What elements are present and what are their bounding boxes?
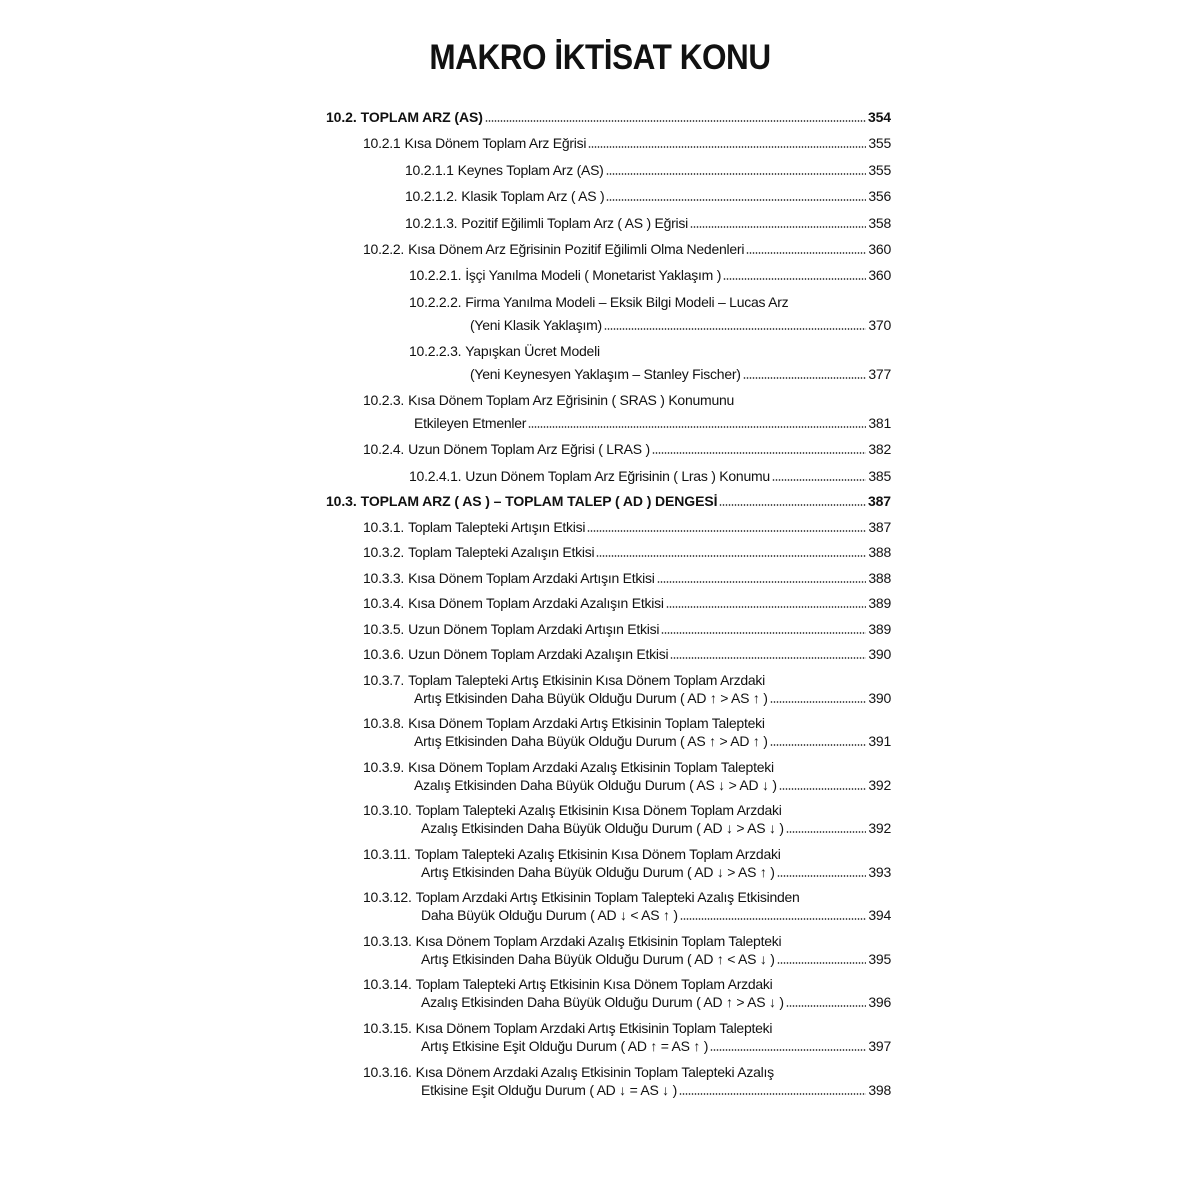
toc-entry[interactable]: [363, 593, 891, 613]
toc-entry[interactable]: [409, 341, 600, 361]
entry-page: 389: [868, 595, 891, 611]
entry-number: 10.2.2.1.: [409, 267, 462, 283]
entry-page: 356: [868, 188, 891, 204]
entry-title-continued: Azalış Etkisinden Daha Büyük Olduğu Durum ( AD ↑ > AS ↓ ): [421, 994, 784, 1010]
toc-entry-continuation[interactable]: [421, 905, 891, 925]
entry-page: 387: [868, 519, 891, 535]
entry-title: Kısa Dönem Toplam Arz Eğrisinin ( SRAS ) Konumunu: [408, 392, 735, 408]
toc-entry-continuation[interactable]: [414, 413, 891, 433]
toc-entry[interactable]: [405, 160, 891, 180]
entry-number: 10.3.9.: [363, 759, 405, 775]
entry-number: 10.3.2.: [363, 544, 405, 560]
entry-page: 370: [868, 317, 891, 333]
entry-title: Kısa Dönem Toplam Arzdaki Artış Etkisinin Toplam Talepteki: [408, 715, 765, 731]
entry-number: 10.2.1: [363, 135, 401, 151]
toc-entry[interactable]: [363, 713, 765, 733]
entry-number: 10.3.3.: [363, 570, 405, 586]
toc-entry[interactable]: [363, 974, 773, 994]
entry-title: Pozitif Eğilimli Toplam Arz ( AS ) Eğrisi: [461, 215, 689, 231]
toc-entry[interactable]: [363, 757, 774, 777]
dot-leader: [670, 657, 866, 659]
entry-page: 360: [868, 267, 891, 283]
entry-title: Kısa Dönem Toplam Arzdaki Artışın Etkisi: [408, 570, 655, 586]
dot-leader: [596, 555, 866, 557]
toc-entry-continuation[interactable]: [421, 1036, 891, 1056]
entry-page: 355: [868, 162, 891, 178]
entry-page: 358: [868, 215, 891, 231]
entry-number: 10.2.1.1: [405, 162, 454, 178]
toc-entry[interactable]: [363, 619, 891, 639]
toc-entry-continuation[interactable]: [421, 949, 891, 969]
entry-page: 389: [868, 621, 891, 637]
dot-leader: [606, 173, 867, 175]
toc-entry[interactable]: [409, 466, 891, 486]
toc-entry-continuation[interactable]: [421, 862, 891, 882]
entry-page: 390: [868, 690, 891, 706]
entry-number: 10.2.1.3.: [405, 215, 458, 231]
dot-leader: [786, 831, 867, 833]
entry-title-continued: (Yeni Keynesyen Yaklaşım – Stanley Fischer): [470, 366, 741, 382]
dot-leader: [604, 328, 866, 330]
toc-entry[interactable]: [363, 800, 782, 820]
entry-title: Keynes Toplam Arz (AS): [457, 162, 604, 178]
entry-page: 381: [868, 415, 891, 431]
entry-title-continued: Artış Etkisine Eşit Olduğu Durum ( AD ↑ = AS ↑ ): [421, 1038, 709, 1054]
entry-title: İşçi Yanılma Modeli ( Monetarist Yaklaşım ): [465, 267, 722, 283]
entry-number: 10.2.: [326, 109, 357, 125]
dot-leader: [770, 744, 867, 746]
dot-leader: [657, 581, 867, 583]
dot-leader: [746, 252, 866, 254]
entry-page: 354: [867, 109, 891, 125]
entry-number: 10.2.2.2.: [409, 294, 462, 310]
entry-title: Toplam Talepteki Artışın Etkisi: [408, 519, 586, 535]
entry-page: 388: [868, 570, 891, 586]
dot-leader: [723, 278, 866, 280]
entry-title: Kısa Dönem Arzdaki Azalış Etkisinin Toplam Talepteki Azalış: [415, 1064, 774, 1080]
entry-number: 10.3.13.: [363, 933, 412, 949]
toc-entry[interactable]: [363, 239, 891, 259]
entry-page: 382: [868, 441, 891, 457]
entry-number: 10.3.14.: [363, 976, 412, 992]
entry-number: 10.2.4.1.: [409, 468, 462, 484]
dot-leader: [528, 426, 866, 428]
toc-entry-continuation[interactable]: [470, 364, 891, 384]
toc-entry[interactable]: [363, 542, 891, 562]
entry-page: 395: [868, 951, 891, 967]
toc-entry-continuation[interactable]: [414, 775, 891, 795]
page-title: MAKRO İKTİSAT KONU: [429, 38, 771, 77]
entry-number: 10.3.12.: [363, 889, 412, 905]
toc-entry[interactable]: [409, 292, 788, 312]
dot-leader: [485, 120, 866, 122]
entry-title: Kısa Dönem Toplam Arzdaki Azalışın Etkisi: [408, 595, 664, 611]
dot-leader: [679, 1093, 866, 1095]
entry-number: 10.2.1.2.: [405, 188, 458, 204]
entry-number: 10.3.5.: [363, 621, 405, 637]
entry-title: TOPLAM ARZ ( AS ) – TOPLAM TALEP ( AD ) DENGESİ: [360, 493, 718, 509]
dot-leader: [719, 504, 866, 506]
entry-title: Klasik Toplam Arz ( AS ): [461, 188, 605, 204]
toc-entry[interactable]: [363, 931, 781, 951]
entry-title: Toplam Talepteki Azalışın Etkisi: [408, 544, 595, 560]
toc-entry-continuation[interactable]: [421, 992, 891, 1012]
dot-leader: [743, 377, 867, 379]
entry-page: 394: [868, 907, 891, 923]
dot-leader: [770, 701, 867, 703]
entry-number: 10.3.1.: [363, 519, 405, 535]
entry-page: 360: [868, 241, 891, 257]
entry-title: Kısa Dönem Toplam Arzdaki Artış Etkisinin Toplam Talepteki: [415, 1020, 773, 1036]
entry-number: 10.2.2.3.: [409, 343, 462, 359]
entry-title: Toplam Talepteki Artış Etkisinin Kısa Dönem Toplam Arzdaki: [408, 672, 766, 688]
entry-number: 10.3.8.: [363, 715, 405, 731]
entry-page: 398: [868, 1082, 891, 1098]
entry-page: 390: [868, 646, 891, 662]
dot-leader: [710, 1049, 866, 1051]
toc-entry[interactable]: [409, 265, 891, 285]
dot-leader: [772, 479, 866, 481]
entry-title: Kısa Dönem Arz Eğrisinin Pozitif Eğilimli Olma Nedenleri: [408, 241, 745, 257]
entry-page: 392: [868, 777, 891, 793]
entry-title: Toplam Talepteki Artış Etkisinin Kısa Dönem Toplam Arzdaki: [415, 976, 773, 992]
entry-number: 10.3.16.: [363, 1064, 412, 1080]
toc-entry[interactable]: [363, 133, 891, 153]
toc-entry-continuation[interactable]: [421, 1080, 891, 1100]
toc-entry[interactable]: [363, 439, 891, 459]
dot-leader: [652, 452, 867, 454]
entry-title-continued: Etkisine Eşit Olduğu Durum ( AD ↓ = AS ↓ ): [421, 1082, 677, 1098]
dot-leader: [690, 226, 866, 228]
entry-number: 10.2.3.: [363, 392, 405, 408]
toc-entry[interactable]: [363, 844, 781, 864]
entry-title: TOPLAM ARZ (AS): [360, 109, 483, 125]
entry-title: Firma Yanılma Modeli – Eksik Bilgi Modeli – Lucas Arz: [465, 294, 789, 310]
entry-title-continued: Daha Büyük Olduğu Durum ( AD ↓ < AS ↑ ): [421, 907, 678, 923]
entry-number: 10.2.2.: [363, 241, 405, 257]
entry-number: 10.3.6.: [363, 646, 405, 662]
entry-title-continued: Azalış Etkisinden Daha Büyük Olduğu Durum ( AS ↓ > AD ↓ ): [414, 777, 777, 793]
entry-title: Uzun Dönem Toplam Arz Eğrisinin ( Lras ) Konumu: [465, 468, 770, 484]
dot-leader: [779, 788, 867, 790]
toc-entry[interactable]: [363, 670, 765, 690]
entry-page: 391: [868, 733, 891, 749]
entry-page: 355: [868, 135, 891, 151]
entry-title-continued: Artış Etkisinden Daha Büyük Olduğu Durum ( AD ↑ < AS ↓ ): [421, 951, 775, 967]
entry-page: 393: [868, 864, 891, 880]
dot-leader: [786, 1005, 867, 1007]
toc-entry[interactable]: [405, 186, 891, 206]
entry-page: 387: [867, 493, 891, 509]
entry-title: Toplam Arzdaki Artış Etkisinin Toplam Talepteki Azalış Etkisinden: [415, 889, 800, 905]
entry-page: 385: [868, 468, 891, 484]
entry-title-continued: (Yeni Klasik Yaklaşım): [470, 317, 602, 333]
dot-leader: [777, 875, 867, 877]
dot-leader: [777, 962, 867, 964]
entry-title: Kısa Dönem Toplam Arz Eğrisi: [404, 135, 587, 151]
dot-leader: [661, 632, 866, 634]
entry-number: 10.3.10.: [363, 802, 412, 818]
toc-entry-continuation[interactable]: [470, 315, 891, 335]
entry-title-continued: Artış Etkisinden Daha Büyük Olduğu Durum ( AD ↓ > AS ↑ ): [421, 864, 775, 880]
dot-leader: [666, 606, 867, 608]
toc-entry[interactable]: [363, 568, 891, 588]
entry-number: 10.3.4.: [363, 595, 405, 611]
entry-title: Uzun Dönem Toplam Arzdaki Azalışın Etkisi: [408, 646, 669, 662]
toc-entry[interactable]: [326, 107, 891, 127]
entry-title: Toplam Talepteki Azalış Etkisinin Kısa Dönem Toplam Arzdaki: [415, 802, 782, 818]
toc-entry[interactable]: [363, 390, 734, 410]
entry-number: 10.3.: [326, 493, 357, 509]
entry-title-continued: Artış Etkisinden Daha Büyük Olduğu Durum ( AS ↑ > AD ↑ ): [414, 733, 768, 749]
toc-entry[interactable]: [363, 1062, 774, 1082]
dot-leader: [680, 918, 867, 920]
toc-entry[interactable]: [363, 1018, 772, 1038]
entry-page: 388: [868, 544, 891, 560]
toc-entry[interactable]: [405, 213, 891, 233]
toc-entry[interactable]: [363, 644, 891, 664]
entry-page: 392: [868, 820, 891, 836]
entry-page: 397: [868, 1038, 891, 1054]
toc-entry-continuation[interactable]: [421, 818, 891, 838]
entry-title: Kısa Dönem Toplam Arzdaki Azalış Etkisinin Toplam Talepteki: [408, 759, 774, 775]
toc-entry[interactable]: [363, 517, 891, 537]
toc-entry[interactable]: [326, 491, 891, 511]
entry-title: Uzun Dönem Toplam Arzdaki Artışın Etkisi: [408, 621, 660, 637]
entry-number: 10.3.7.: [363, 672, 405, 688]
entry-title-continued: Artış Etkisinden Daha Büyük Olduğu Durum ( AD ↑ > AS ↑ ): [414, 690, 768, 706]
toc-entry[interactable]: [363, 887, 800, 907]
toc-entry-continuation[interactable]: [414, 688, 891, 708]
entry-title: Kısa Dönem Toplam Arzdaki Azalış Etkisinin Toplam Talepteki: [415, 933, 782, 949]
entry-title-continued: Etkileyen Etmenler: [414, 415, 527, 431]
dot-leader: [606, 199, 866, 201]
dot-leader: [588, 146, 866, 148]
toc-entry-continuation[interactable]: [414, 731, 891, 751]
entry-number: 10.3.15.: [363, 1020, 412, 1036]
entry-page: 377: [868, 366, 891, 382]
entry-title: Yapışkan Ücret Modeli: [465, 343, 600, 359]
dot-leader: [587, 530, 866, 532]
entry-title: Toplam Talepteki Azalış Etkisinin Kısa Dönem Toplam Arzdaki: [414, 846, 781, 862]
entry-title: Uzun Dönem Toplam Arz Eğrisi ( LRAS ): [408, 441, 650, 457]
entry-title-continued: Azalış Etkisinden Daha Büyük Olduğu Durum ( AD ↓ > AS ↓ ): [421, 820, 784, 836]
entry-number: 10.2.4.: [363, 441, 405, 457]
entry-number: 10.3.11.: [363, 846, 411, 862]
entry-page: 396: [868, 994, 891, 1010]
